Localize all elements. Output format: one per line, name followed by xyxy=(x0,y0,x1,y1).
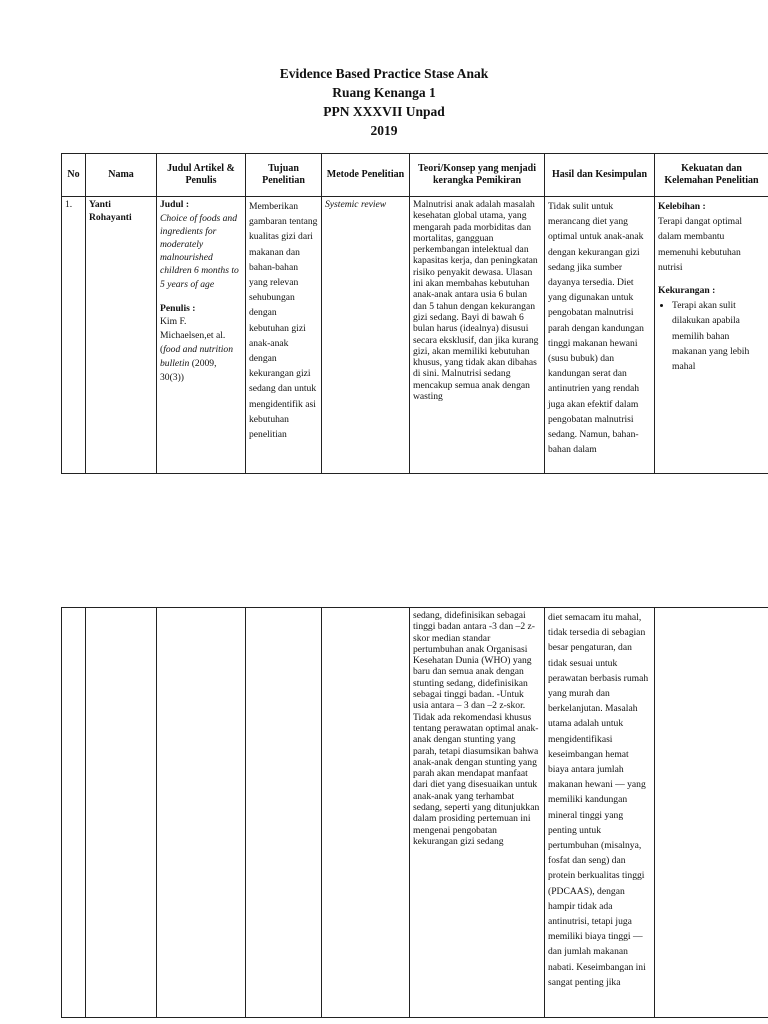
evidence-table-page-1 xyxy=(61,153,768,474)
kekurangan-item: • Terapi akan sulit dilakukan apabila memilih bahan makanan yang lebih mahal xyxy=(672,298,765,374)
kekurangan-list xyxy=(658,298,765,374)
title-line-3: PPN XXXVII Unpad xyxy=(323,104,445,119)
judul-text: Choice of foods and ingredients for moderately malnourished children 6 months to 5 years of age xyxy=(160,212,239,290)
title-line-1: Evidence Based Practice Stase Anak xyxy=(279,66,489,81)
author-name: Yanti Rohayanti xyxy=(89,199,132,223)
row-number: 1. xyxy=(65,199,73,210)
title-line-4: 2019 xyxy=(370,123,398,138)
header-nama: Nama xyxy=(86,154,157,197)
header-teori: Teori/Konsep yang menjadi kerangka Pemikiran xyxy=(410,154,545,197)
teori-continued-text: sedang, didefinisikan sebagai tinggi badan antara -3 dan –2 z-skor median standar pertumbuhan anak Organisasi Kesehatan Dunia (WHO) yang baru dan semua anak dengan stunting sedang, didefinisikan sebagai tinggi badan. -Untuk usia antara – 3 dan –2 z-skor. Tidak ada rekomendasi khusus tentang perawatan optimal anak-anak dengan stunting yang parah, tetapi diasumsikan bahwa anak-anak dengan stunting yang parah akan mendapat manfaat dari diet yang disesuaikan untuk anak-anak yang terhambat sedang, seperti yang ditunjukkan dalam prosiding pertemuan ini mengenai pengobatan kekurangan gizi sedang xyxy=(413,610,540,847)
header-metode: Metode Penelitian xyxy=(322,154,410,197)
title-line-2: Ruang Kenanga 1 xyxy=(332,85,436,100)
teori-text: Malnutrisi anak adalah masalah kesehatan global utama, yang mengarah pada morbiditas dan mortalitas, gangguan perkembangan intelektual dan kapasitas kerja, dan peningkatan risiko penyakit dewasa. Ulasan ini akan membahas kebutuhan anak-anak antara usia 6 bulan dan 5 tahun dengan kekurangan gizi sedang. Bayi di bawah 6 bulan harus (idealnya) disusui secara eksklusif, dan jika kurang gizi, akan memiliki kebutuhan khusus, yang tidak akan dibahas di sini. Malnutrisi sedang mencakup semua anak dengan wasting xyxy=(413,199,539,403)
kelebihan-text: Terapi dangat optimal dalam membantu memenuhi kebutuhan nutrisi xyxy=(658,216,743,273)
hasil-text: Tidak sulit untuk merancang diet yang optimal untuk anak-anak dengan kekurangan gizi sedang jika sumber dayanya tersedia. Diet yang digunakan untuk pengobatan malnutrisi parah dengan kandungan tinggi makanan hewani (susu bubuk) dan kandungan serat dan antinutrien yang rendah juga akan efektif dalam pengobatan malnutrisi sedang. Namun, bahan-bahan dalam xyxy=(548,201,644,456)
kelebihan-label: Kelebihan : xyxy=(658,201,706,212)
evidence-table-page-2 xyxy=(61,607,768,1018)
kekurangan-label: Kekurangan : xyxy=(658,285,716,297)
penulis-journal: food and nutrition bulletin xyxy=(160,344,234,370)
table-row xyxy=(62,608,768,1018)
judul-label: Judul : xyxy=(160,199,190,210)
penulis-label: Penulis : xyxy=(160,302,196,314)
table-header-row xyxy=(62,154,768,197)
table-row xyxy=(62,197,768,474)
penulis-year: (2009, 30(3)) xyxy=(160,358,217,384)
hasil-continued-text: diet semacam itu mahal, tidak tersedia di sebagian besar pengaturan, dan tidak sesuai untuk perawatan berbasis rumah yang murah dan berkelanjutan. Masalah utama adalah untuk mengidentifikasi keseimbangan hemat biaya antara jumlah makanan hewani — yang memiliki kandungan mineral tinggi yang penting untuk pertumbuhan (misalnya, fosfat dan seng) dan protein berkualitas tinggi (PDCAAS), dengan hampir tidak ada antinutrisi, tetapi juga memiliki biaya tinggi — dan jumlah makanan nabati. Keseimbangan ini sangat penting jika xyxy=(548,612,649,988)
header-tujuan: Tujuan Penelitian xyxy=(246,154,322,197)
article-cell xyxy=(160,199,242,385)
penulis-text xyxy=(160,315,242,385)
header-no: No xyxy=(62,154,86,197)
header-kekuatan: Kekuatan dan Kelemahan Penelitian xyxy=(655,154,768,197)
tujuan-text: Memberikan gambaran tentang kualitas gizi dari makanan dan bahan-bahan yang relevan sehubungan dengan kebutuhan gizi anak-anak dengan kekurangan gizi sedang dan untuk mengidentifik asi kebutuhan penelitian xyxy=(249,201,318,441)
kekuatan-cell xyxy=(658,199,765,374)
metode-text: Systemic review xyxy=(325,199,387,210)
header-hasil: Hasil dan Kesimpulan xyxy=(545,154,655,197)
penulis-name: Kim F. Michaelsen,et al. ( xyxy=(160,316,226,356)
header-judul: Judul Artikel & Penulis xyxy=(157,154,246,197)
